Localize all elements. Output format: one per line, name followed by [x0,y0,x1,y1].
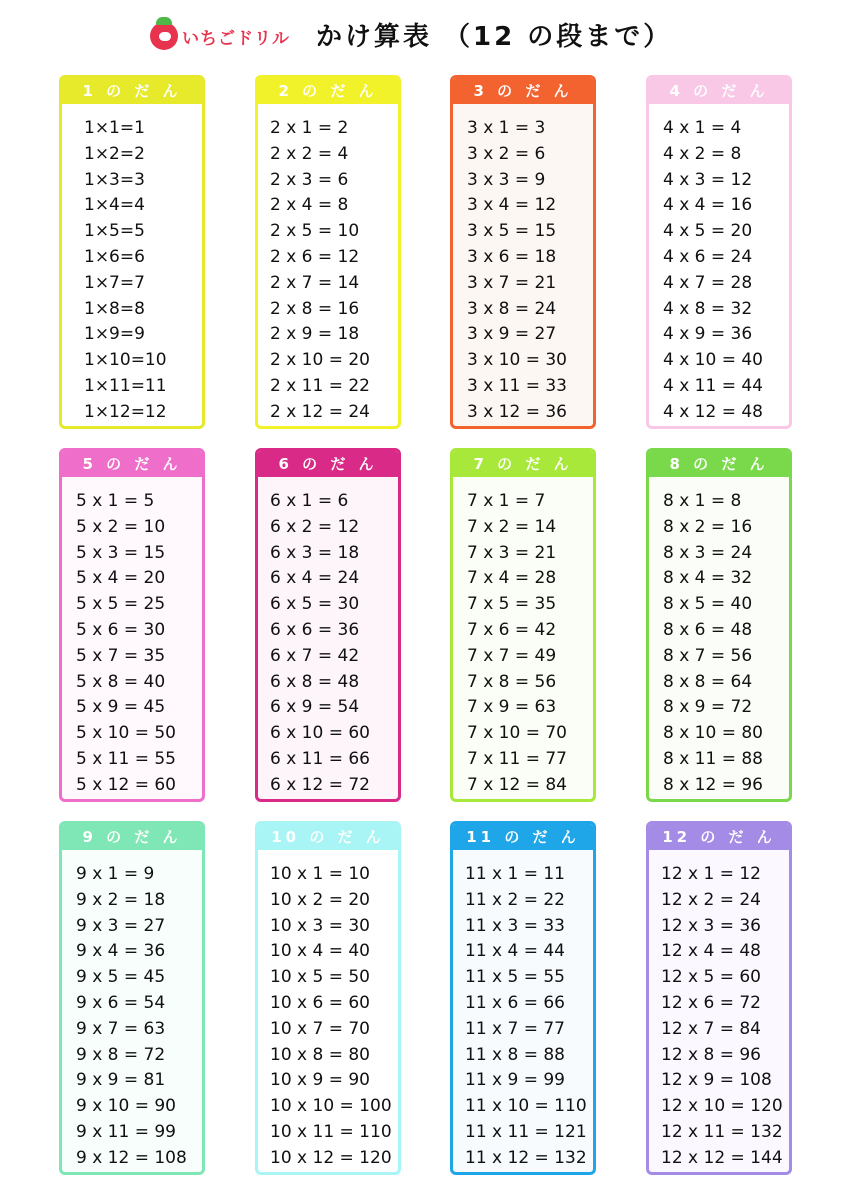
equation-row: 9 x 3 = 27 [76,915,166,936]
table-heading: 8 の だ ん [649,451,789,477]
equation-row: 5 x 12 = 60 [76,774,176,795]
times-table-card [646,448,792,802]
equation-row: 10 x 11 = 110 [270,1121,392,1142]
equation-list [453,477,593,799]
equation-row: 11 x 8 = 88 [465,1044,565,1065]
equation-row: 5 x 3 = 15 [76,542,166,563]
equation-list [649,104,789,426]
equation-row: 6 x 1 = 6 [270,491,349,511]
equation-row: 7 x 4 = 28 [467,568,557,589]
equation-row: 7 x 5 = 35 [467,594,557,615]
equation-row: 9 x 1 = 9 [76,864,155,884]
equation-row: 5 x 8 = 40 [76,671,166,692]
equation-row: 10 x 12 = 120 [270,1147,392,1168]
equation-row: 6 x 12 = 72 [270,774,370,795]
equation-row: 4 x 1 = 4 [663,118,742,138]
equation-row: 9 x 8 = 72 [76,1044,166,1065]
equation-row: 7 x 1 = 7 [467,491,546,511]
table-heading: 7 の だ ん [453,451,593,477]
equation-row: 2 x 5 = 10 [270,221,360,242]
equation-row: 10 x 9 = 90 [270,1070,370,1091]
equation-row: 3 x 5 = 15 [467,221,557,242]
times-table-card [59,821,205,1175]
times-table-card [450,448,596,802]
equation-row: 12 x 6 = 72 [661,992,761,1013]
equation-row: 3 x 7 = 21 [467,272,557,293]
table-heading: 11 の だ ん [453,824,593,850]
equation-row: 10 x 2 = 20 [270,889,370,910]
equation-list [453,850,593,1172]
equation-row: 3 x 6 = 18 [467,246,557,267]
table-heading: 12 の だ ん [649,824,789,850]
equation-row: 6 x 11 = 66 [270,748,370,769]
table-heading: 3 の だ ん [453,78,593,104]
equation-row: 6 x 6 = 36 [270,619,360,640]
equation-row: 11 x 11 = 121 [465,1121,587,1142]
equation-row: 1×8=8 [84,298,145,319]
equation-row: 8 x 6 = 48 [663,619,753,640]
equation-row: 10 x 3 = 30 [270,915,370,936]
table-heading: 6 の だ ん [258,451,398,477]
equation-row: 12 x 11 = 132 [661,1121,783,1142]
equation-row: 12 x 1 = 12 [661,864,761,884]
equation-row: 1×9=9 [84,324,145,345]
equation-row: 11 x 9 = 99 [465,1070,565,1091]
equation-row: 10 x 8 = 80 [270,1044,370,1065]
equation-row: 8 x 2 = 16 [663,516,753,537]
equation-row: 8 x 8 = 64 [663,671,753,692]
equation-row: 11 x 1 = 11 [465,864,565,884]
equation-row: 8 x 7 = 56 [663,645,753,666]
equation-list [649,477,789,799]
equation-row: 7 x 11 = 77 [467,748,567,769]
equation-row: 6 x 2 = 12 [270,516,360,537]
equation-row: 3 x 2 = 6 [467,143,546,164]
equation-row: 2 x 12 = 24 [270,401,370,422]
equation-row: 8 x 3 = 24 [663,542,753,563]
equation-row: 4 x 9 = 36 [663,324,753,345]
equation-row: 10 x 6 = 60 [270,992,370,1013]
equation-row: 12 x 5 = 60 [661,967,761,988]
equation-row: 9 x 7 = 63 [76,1018,166,1039]
equation-row: 4 x 12 = 48 [663,401,763,422]
equation-row: 5 x 1 = 5 [76,491,155,511]
equation-row: 5 x 4 = 20 [76,568,166,589]
equation-row: 1×4=4 [84,195,145,216]
equation-row: 8 x 12 = 96 [663,774,763,795]
strawberry-icon [150,22,178,50]
equation-row: 3 x 3 = 9 [467,169,546,190]
equation-row: 10 x 5 = 50 [270,967,370,988]
equation-row: 7 x 8 = 56 [467,671,557,692]
equation-row: 5 x 7 = 35 [76,645,166,666]
equation-row: 4 x 11 = 44 [663,375,763,396]
equation-row: 2 x 10 = 20 [270,350,370,371]
equation-row: 2 x 1 = 2 [270,118,349,138]
table-heading: 2 の だ ん [258,78,398,104]
equation-row: 2 x 9 = 18 [270,324,360,345]
table-heading: 5 の だ ん [62,451,202,477]
table-heading: 9 の だ ん [62,824,202,850]
equation-row: 7 x 6 = 42 [467,619,557,640]
equation-row: 10 x 7 = 70 [270,1018,370,1039]
equation-row: 12 x 12 = 144 [661,1147,783,1168]
equation-row: 6 x 8 = 48 [270,671,360,692]
equation-row: 7 x 9 = 63 [467,697,557,718]
equation-list [62,477,202,799]
equation-row: 2 x 8 = 16 [270,298,360,319]
equation-row: 2 x 6 = 12 [270,246,360,267]
equation-row: 4 x 2 = 8 [663,143,742,164]
equation-row: 6 x 3 = 18 [270,542,360,563]
equation-row: 3 x 4 = 12 [467,195,557,216]
equation-row: 5 x 2 = 10 [76,516,166,537]
equation-row: 11 x 7 = 77 [465,1018,565,1039]
table-heading: 4 の だ ん [649,78,789,104]
equation-row: 8 x 5 = 40 [663,594,753,615]
equation-row: 1×3=3 [84,169,145,190]
equation-row: 2 x 4 = 8 [270,195,349,216]
times-table-card [255,75,401,429]
equation-list [62,850,202,1172]
equation-row: 5 x 10 = 50 [76,723,176,744]
equation-row: 11 x 10 = 110 [465,1096,587,1117]
equation-row: 11 x 6 = 66 [465,992,565,1013]
equation-row: 8 x 9 = 72 [663,697,753,718]
equation-row: 3 x 8 = 24 [467,298,557,319]
equation-row: 7 x 10 = 70 [467,723,567,744]
equation-row: 12 x 3 = 36 [661,915,761,936]
times-table-card [646,821,792,1175]
equation-row: 3 x 11 = 33 [467,375,567,396]
page-header [0,0,854,70]
equation-row: 9 x 4 = 36 [76,941,166,962]
equation-list [258,850,398,1172]
equation-row: 10 x 1 = 10 [270,864,370,884]
equation-row: 5 x 9 = 45 [76,697,166,718]
equation-row: 2 x 3 = 6 [270,169,349,190]
equation-list [62,104,202,426]
equation-row: 4 x 5 = 20 [663,221,753,242]
equation-row: 1×10=10 [84,350,167,371]
equation-row: 12 x 7 = 84 [661,1018,761,1039]
times-table-card [255,448,401,802]
equation-row: 6 x 5 = 30 [270,594,360,615]
equation-row: 4 x 10 = 40 [663,350,763,371]
equation-row: 7 x 3 = 21 [467,542,557,563]
times-table-card [255,821,401,1175]
equation-row: 2 x 11 = 22 [270,375,370,396]
equation-list [258,104,398,426]
equation-row: 11 x 4 = 44 [465,941,565,962]
equation-row: 1×1=1 [84,118,145,138]
times-table-card [450,75,596,429]
equation-row: 7 x 12 = 84 [467,774,567,795]
equation-row: 9 x 5 = 45 [76,967,166,988]
equation-row: 5 x 5 = 25 [76,594,166,615]
equation-row: 4 x 7 = 28 [663,272,753,293]
times-table-card [646,75,792,429]
equation-row: 9 x 6 = 54 [76,992,166,1013]
equation-row: 1×5=5 [84,221,145,242]
equation-row: 3 x 12 = 36 [467,401,567,422]
equation-row: 7 x 2 = 14 [467,516,557,537]
equation-row: 9 x 12 = 108 [76,1147,187,1168]
equation-row: 12 x 4 = 48 [661,941,761,962]
equation-row: 1×7=7 [84,272,145,293]
times-table-card [59,448,205,802]
table-heading: 10 の だ ん [258,824,398,850]
brand-name: いちごドリル [182,28,290,49]
equation-row: 3 x 10 = 30 [467,350,567,371]
equation-row: 2 x 7 = 14 [270,272,360,293]
equation-row: 9 x 2 = 18 [76,889,166,910]
equation-row: 9 x 9 = 81 [76,1070,166,1091]
equation-row: 11 x 5 = 55 [465,967,565,988]
equation-row: 1×11=11 [84,375,167,396]
equation-row: 8 x 4 = 32 [663,568,753,589]
equation-list [258,477,398,799]
equation-row: 3 x 1 = 3 [467,118,546,138]
equation-row: 4 x 3 = 12 [663,169,753,190]
equation-row: 2 x 2 = 4 [270,143,349,164]
equation-row: 4 x 8 = 32 [663,298,753,319]
page-title: かけ算表 （12 の段まで） [316,22,673,52]
equation-row: 8 x 10 = 80 [663,723,763,744]
times-table-card [450,821,596,1175]
equation-row: 7 x 7 = 49 [467,645,557,666]
equation-row: 3 x 9 = 27 [467,324,557,345]
equation-row: 5 x 11 = 55 [76,748,176,769]
table-heading: 1 の だ ん [62,78,202,104]
equation-row: 9 x 10 = 90 [76,1096,176,1117]
equation-row: 6 x 10 = 60 [270,723,370,744]
equation-row: 1×6=6 [84,246,145,267]
equation-row: 1×12=12 [84,401,167,422]
equation-row: 12 x 10 = 120 [661,1096,783,1117]
equation-list [649,850,789,1172]
equation-row: 1×2=2 [84,143,145,164]
equation-row: 6 x 4 = 24 [270,568,360,589]
brand-logo [150,20,290,52]
equation-row: 8 x 1 = 8 [663,491,742,511]
equation-row: 12 x 8 = 96 [661,1044,761,1065]
equation-list [453,104,593,426]
equation-row: 4 x 4 = 16 [663,195,753,216]
equation-row: 4 x 6 = 24 [663,246,753,267]
equation-row: 8 x 11 = 88 [663,748,763,769]
equation-row: 10 x 4 = 40 [270,941,370,962]
equation-row: 11 x 2 = 22 [465,889,565,910]
equation-row: 5 x 6 = 30 [76,619,166,640]
equation-row: 10 x 10 = 100 [270,1096,392,1117]
times-table-card [59,75,205,429]
equation-row: 6 x 7 = 42 [270,645,360,666]
equation-row: 12 x 2 = 24 [661,889,761,910]
equation-row: 12 x 9 = 108 [661,1070,772,1091]
equation-row: 9 x 11 = 99 [76,1121,176,1142]
equation-row: 6 x 9 = 54 [270,697,360,718]
equation-row: 11 x 12 = 132 [465,1147,587,1168]
equation-row: 11 x 3 = 33 [465,915,565,936]
